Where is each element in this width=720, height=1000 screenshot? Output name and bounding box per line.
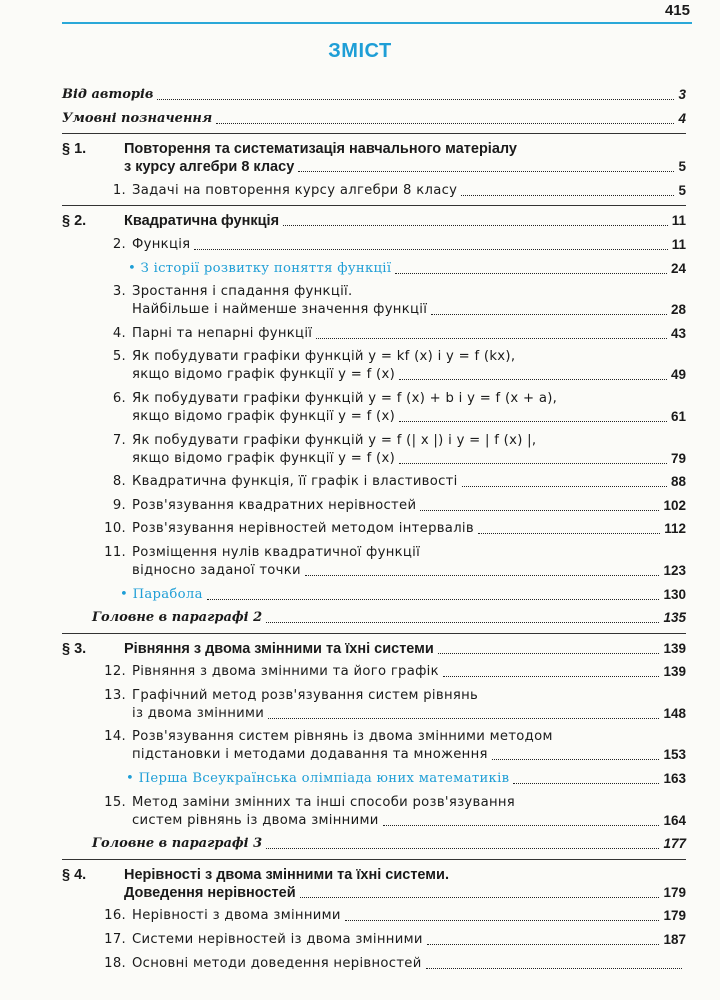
toc-summary-2[interactable]: Головне в параграфі 2 135 (92, 610, 686, 626)
divider (62, 205, 686, 206)
toc-lesson-6[interactable]: 6. Як побудувати графіки функцій y = f (x) + b і y = f (x + a), (112, 390, 558, 406)
toc-lesson-7[interactable]: 7. Як побудувати графіки функцій y = f (| x |) і y = | f (x) |, (112, 432, 537, 448)
toc-lesson-10[interactable]: 10. Розв'язування нерівностей методом інтервалів 112 (104, 521, 686, 537)
toc-lesson-14[interactable]: 14. Розв'язування систем рівнянь із двома змінними методом (104, 729, 553, 745)
toc-lesson-2[interactable]: 2. Функція 11 (112, 236, 686, 252)
toc-section-4-cont[interactable]: Доведення нерівностей 179 (124, 884, 686, 901)
top-rule (62, 22, 692, 24)
toc-section-2[interactable]: § 2. Квадратична функція 11 (62, 213, 686, 230)
toc-lesson-8[interactable]: 8. Квадратична функція, її графік і властивості 88 (112, 474, 686, 490)
toc-lesson-13-cont[interactable]: із двома змінними 148 (132, 705, 686, 721)
toc-lesson-11[interactable]: 11. Розміщення нулів квадратичної функції (104, 544, 421, 560)
toc-history-function[interactable]: • З історії розвитку поняття функції 24 (128, 260, 686, 276)
toc-olympiad[interactable]: • Перша Всеукраїнська олімпіада юних математиків 163 (126, 771, 686, 787)
toc-lesson-1[interactable]: 1. Задачі на повторення курсу алгебри 8 класу 5 (112, 182, 686, 198)
toc-section-3[interactable]: § 3. Рівняння з двома змінними та їхні системи 139 (62, 640, 686, 657)
toc-lesson-3-cont[interactable]: Найбільше і найменше значення функції 28 (132, 302, 686, 318)
toc-lesson-18[interactable]: 18. Основні методи доведення нерівностей (62, 955, 686, 973)
toc-lesson-11-cont[interactable]: відносно заданої точки 123 (132, 562, 686, 578)
toc-section-1-cont[interactable]: з курсу алгебри 8 класу 5 (124, 159, 686, 176)
toc-lesson-5[interactable]: 5. Як побудувати графіки функцій y = kf (x) і y = f (kx), (112, 349, 516, 365)
divider (62, 859, 686, 860)
toc-lesson-17[interactable]: 17. Системи нерівностей із двома змінними 187 (104, 932, 686, 948)
toc-section-1[interactable]: § 1. Повторення та систематизація навчального матеріалу (62, 141, 517, 158)
toc-lesson-7-cont[interactable]: якщо відомо графік функції y = f (x) 79 (132, 450, 686, 466)
toc-lesson-5-cont[interactable]: якщо відомо графік функції y = f (x) 49 (132, 367, 686, 383)
toc-summary-3[interactable]: Головне в параграфі 3 177 (92, 836, 686, 852)
toc-lesson-15-cont[interactable]: систем рівнянь із двома змінними 164 (132, 812, 686, 828)
toc-lesson-4[interactable]: 4. Парні та непарні функції 43 (112, 325, 686, 341)
page-title: ЗМІСТ (328, 40, 392, 62)
toc-section-4[interactable]: § 4. Нерівності з двома змінними та їхні системи. (62, 866, 449, 883)
toc-parabola[interactable]: • Парабола 130 (120, 586, 686, 602)
toc-lesson-3[interactable]: 3. Зростання і спадання функції. (112, 284, 353, 300)
divider (62, 133, 686, 134)
toc-lesson-14-cont[interactable]: підстановки і методами додавання та множення 153 (132, 747, 686, 763)
divider (62, 633, 686, 634)
page-number: 415 (664, 2, 690, 19)
toc-lesson-15[interactable]: 15. Метод заміни змінних та інші способи розв'язування (104, 794, 516, 810)
toc-lesson-12[interactable]: 12. Рівняння з двома змінними та його графік 139 (104, 664, 686, 680)
toc-lesson-16[interactable]: 16. Нерівності з двома змінними 179 (104, 908, 686, 924)
table-of-contents (62, 86, 686, 978)
toc-lesson-9[interactable]: 9. Розв'язування квадратних нерівностей 102 (112, 497, 686, 513)
toc-entry-authors[interactable]: Від авторів 3 (62, 87, 686, 102)
toc-lesson-13[interactable]: 13. Графічний метод розв'язування систем рівнянь (104, 687, 479, 703)
toc-lesson-6-cont[interactable]: якщо відомо графік функції y = f (x) 61 (132, 408, 686, 424)
toc-entry-legend[interactable]: Умовні позначення 4 (62, 110, 686, 126)
